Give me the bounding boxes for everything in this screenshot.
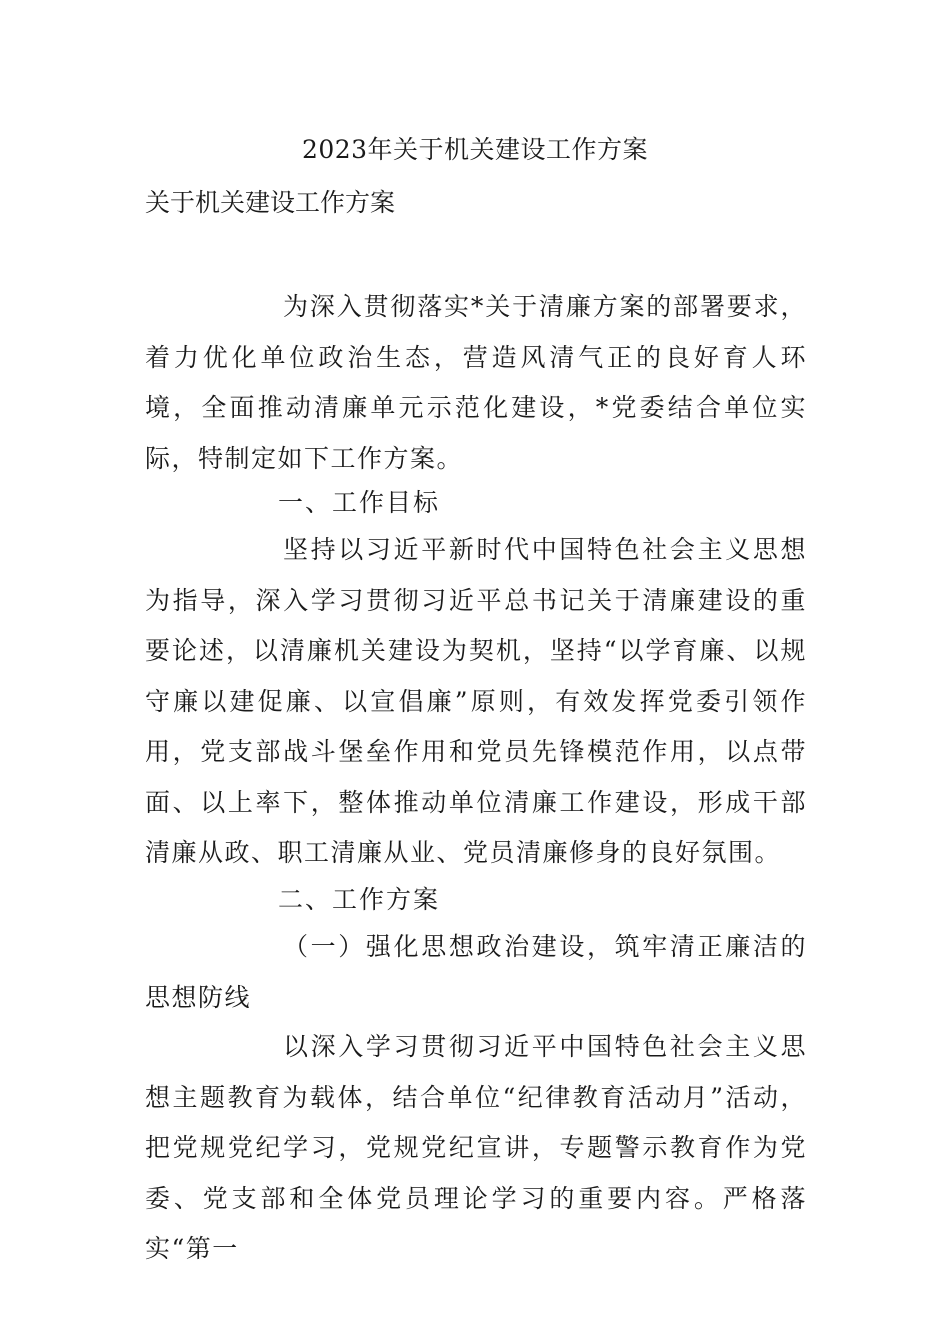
section2-heading: 二、工作方案 [278,885,441,914]
section1-text: 坚持以习近平新时代中国特色社会主义思想为指导，深入学习贯彻习近平总书记关于清廉建设的重要论述，以清廉机关建设为契机，坚持“以学育廉、以规守廉以建促廉、以宣倡廉”原则，有效发挥党委引领作用，党支部战斗堡垒作用和党员先锋模范作用，以点带面、以上率下，整体推动单位清廉工作建设，形成干部清廉从政、职工清廉从业、党员清廉修身的良好氛围。 [145,535,807,867]
subsection1-heading: （一）强化思想政治建设，筑牢清正廉洁的思想防线 [145,932,807,1012]
intro-paragraph [145,282,807,484]
subsection1-paragraph [145,1022,807,1275]
document-title: 2023年关于机关建设工作方案 [301,135,649,164]
section1-paragraph [145,525,807,879]
document-subtitle: 关于机关建设工作方案 [145,188,396,217]
subsection1-text: 以深入学习贯彻习近平中国特色社会主义思想主题教育为载体，结合单位“纪律教育活动月”活动，把党规党纪学习，党规党纪宣讲，专题警示教育作为党委、党支部和全体党员理论学习的重要内容。严格落实“第一 [145,1032,807,1263]
intro-text: 为深入贯彻落实*关于清廉方案的部署要求，着力优化单位政治生态，营造风清气正的良好育人环境，全面推动清廉单元示范化建设，*党委结合单位实际，特制定如下工作方案。 [145,292,807,473]
subsection1-heading-block [145,922,807,1023]
section1-heading: 一、工作目标 [278,488,441,517]
